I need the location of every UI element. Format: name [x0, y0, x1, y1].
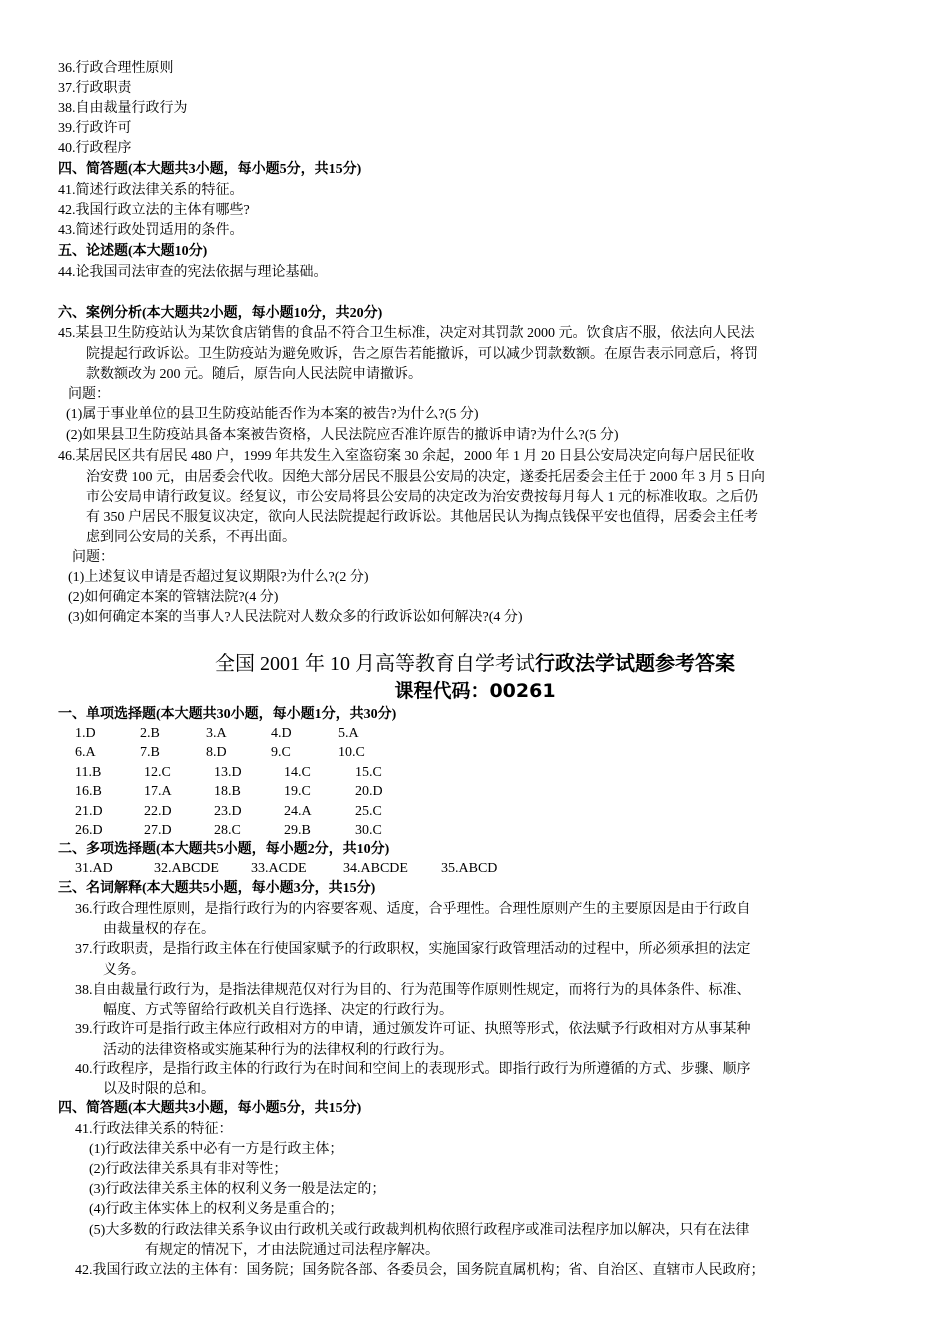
single-choice-answer: 28.C — [214, 823, 241, 838]
question-46-sub-3: (3)如何确定本案的当事人?人民法院对人数众多的行政诉讼如何解决?(4 分) — [68, 610, 523, 625]
single-choice-answer: 21.D — [75, 803, 103, 819]
multi-answer-31: 31.AD — [75, 861, 113, 876]
answer-41-item-1: (1)行政法律关系中必有一方是行政主体； — [89, 1142, 344, 1157]
single-choice-answer: 30.C — [355, 823, 382, 838]
answer-section-heading-2: 二、多项选择题(本大题共5小题，每小题2分，共10分) — [58, 842, 390, 857]
single-choice-answer: 17.A — [144, 784, 172, 800]
answer-40-line-1: 40.行政程序，是指行政主体的行政行为在时间和空间上的表现形式。即指行政行为所遵循的方式、步骤、顺序 — [75, 1062, 751, 1077]
question-41: 41.简述行政法律关系的特征。 — [58, 183, 244, 198]
answer-section-heading-4: 四、简答题(本大题共3小题，每小题5分，共15分) — [58, 1101, 362, 1116]
single-choice-answer: 11.B — [75, 764, 102, 780]
question-45-sub-2: (2)如果县卫生防疫站具备本案被告资格，人民法院应否准许原告的撤诉申请?为什么?(5 分) — [66, 428, 619, 443]
single-choice-answer: 16.B — [75, 784, 102, 800]
answer-37-line-1: 37.行政职责，是指行政主体在行使国家赋予的行政职权，实施国家行政管理活动的过程中，所必须承担的法定 — [75, 942, 751, 957]
answer-41-head: 41.行政法律关系的特征： — [75, 1122, 233, 1137]
section-heading-4: 四、简答题(本大题共3小题，每小题5分，共15分) — [58, 162, 362, 177]
single-choice-answer: 4.D — [271, 726, 292, 741]
answer-section-heading-1: 一、单项选择题(本大题共30小题，每小题1分，共30分) — [58, 707, 397, 722]
single-choice-answer: 27.D — [144, 823, 172, 838]
course-code: 课程代码：00261 — [394, 680, 556, 702]
section-heading-5: 五、论述题(本大题10分) — [58, 244, 208, 259]
single-choice-answer: 12.C — [144, 764, 171, 780]
answer-title-main: 行政法学试题参考答案 — [535, 651, 735, 675]
question-45-sub-1: (1)属于事业单位的县卫生防疫站能否作为本案的被告?为什么?(5 分) — [66, 407, 479, 422]
single-choice-row — [0, 822, 950, 840]
single-choice-answer: 14.C — [284, 764, 311, 780]
single-choice-answer: 13.D — [214, 764, 242, 780]
single-choice-answer: 19.C — [284, 784, 311, 800]
multi-answer-32: 32.ABCDE — [154, 861, 219, 876]
single-choice-answer: 6.A — [75, 745, 96, 761]
question-45-line-3: 款数额改为 200 元。随后，原告向人民法院申请撤诉。 — [86, 367, 422, 382]
single-choice-answer: 1.D — [75, 726, 96, 741]
question-46-line-1: 46.某居民区共有居民 480 户，1999 年共发生入室盗窃案 30 余起，2000 年 1 月 20 日县公安局决定向每户居民征收 — [58, 449, 755, 464]
question-46-sub-1: (1)上述复议申请是否超过复议期限?为什么?(2 分) — [68, 570, 369, 585]
question-45-wenti: 问题： — [68, 387, 110, 402]
single-choice-answer: 26.D — [75, 823, 103, 838]
question-45-line-1: 45.某县卫生防疫站认为某饮食店销售的食品不符合卫生标准，决定对其罚款 2000 元。饮食店不服，依法向人民法 — [58, 326, 755, 341]
single-choice-answer: 9.C — [271, 745, 291, 761]
answer-36-line-2: 由裁量权的存在。 — [103, 922, 215, 937]
single-choice-answer: 25.C — [355, 803, 382, 819]
multi-answer-33: 33.ACDE — [251, 861, 307, 876]
single-choice-answer: 3.A — [206, 726, 227, 741]
single-choice-answer: 5.A — [338, 726, 359, 741]
answer-title — [0, 651, 950, 676]
question-46-sub-2: (2)如何确定本案的管辖法院?(4 分) — [68, 590, 279, 605]
single-choice-row — [0, 725, 950, 743]
single-choice-row — [0, 783, 950, 801]
answer-41-item-5-line-1: (5)大多数的行政法律关系争议由行政机关或行政裁判机构依照行政程序或准司法程序加以解决，只有在法律 — [89, 1223, 750, 1238]
term-40: 40.行政程序 — [58, 141, 132, 156]
single-choice-answer: 15.C — [355, 764, 382, 780]
answer-38-line-2: 幅度、方式等留给行政机关自行选择、决定的行政行为。 — [103, 1003, 453, 1018]
single-choice-answer: 2.B — [140, 726, 160, 741]
answer-38-line-1: 38.自由裁量行政行为，是指法律规范仅对行为目的、行为范围等作原则性规定，而将行为的具体条件、标准、 — [75, 983, 751, 998]
term-38: 38.自由裁量行政行为 — [58, 101, 188, 116]
question-43: 43.简述行政处罚适用的条件。 — [58, 223, 244, 238]
answer-40-line-2: 以及时限的总和。 — [103, 1082, 215, 1097]
single-choice-row — [0, 744, 950, 762]
multi-choice-answer-row — [0, 860, 950, 878]
question-46-line-3: 市公安局申请行政复议。经复议，市公安局将县公安局的决定改为治安费按每月每人 1 元的标准收取。之后仍 — [86, 490, 758, 505]
term-36: 36.行政合理性原则 — [58, 61, 174, 76]
answer-41-item-3: (3)行政法律关系主体的权利义务一般是法定的； — [89, 1182, 386, 1197]
answer-41-item-2: (2)行政法律关系具有非对等性； — [89, 1162, 288, 1177]
answer-41-item-5-line-2: 有规定的情况下，才由法院通过司法程序解决。 — [145, 1243, 439, 1258]
single-choice-answer: 24.A — [284, 803, 312, 819]
question-42: 42.我国行政立法的主体有哪些? — [58, 203, 250, 218]
multi-answer-35: 35.ABCD — [441, 861, 498, 876]
single-choice-answer: 18.B — [214, 784, 241, 800]
answer-section-heading-3: 三、名词解释(本大题共5小题，每小题3分，共15分) — [58, 881, 376, 896]
single-choice-answer: 22.D — [144, 803, 172, 819]
single-choice-answer: 29.B — [284, 823, 311, 838]
term-39: 39.行政许可 — [58, 121, 132, 136]
single-choice-answer: 23.D — [214, 803, 242, 819]
single-choice-answer: 20.D — [355, 784, 383, 800]
single-choice-answer: 7.B — [140, 745, 160, 761]
single-choice-row — [0, 764, 950, 782]
answer-39-line-2: 活动的法律资格或实施某种行为的法律权利的行政行为。 — [103, 1043, 453, 1058]
question-46-line-2: 治安费 100 元，由居委会代收。因绝大部分居民不服县公安局的决定，遂委托居委会主任于 2000 年 3 月 5 日向 — [86, 470, 765, 485]
answer-39-line-1: 39.行政许可是指行政主体应行政相对方的申请，通过颁发许可证、执照等形式，依法赋予行政相对方从事某种 — [75, 1022, 751, 1037]
answer-41-item-4: (4)行政主体实体上的权利义务是重合的； — [89, 1202, 344, 1217]
answer-36-line-1: 36.行政合理性原则，是指行政行为的内容要客观、适度，合乎理性。合理性原则产生的主要原因是由于行政自 — [75, 902, 751, 917]
section-heading-6: 六、案例分析(本大题共2小题，每小题10分，共20分) — [58, 306, 383, 321]
answer-title-prefix: 全国 2001 年 10 月高等教育自学考试 — [215, 653, 535, 675]
question-46-wenti: 问题： — [72, 550, 114, 565]
question-46-line-4: 有 350 户居民不服复议决定，欲向人民法院提起行政诉讼。其他居民认为掏点钱保平安也值得，居委会主任考 — [86, 510, 758, 525]
multi-answer-34: 34.ABCDE — [343, 861, 408, 876]
question-45-line-2: 院提起行政诉讼。卫生防疫站为避免败诉，告之原告若能撤诉，可以减少罚款数额。在原告表示同意后，将罚 — [86, 347, 758, 362]
answer-37-line-2: 义务。 — [103, 963, 145, 978]
single-choice-answer: 8.D — [206, 745, 227, 761]
answer-42: 42.我国行政立法的主体有：国务院；国务院各部、各委员会，国务院直属机构；省、自治区、直辖市人民政府； — [75, 1263, 765, 1278]
question-46-line-5: 虑到同公安局的关系，不再出面。 — [86, 530, 296, 545]
question-44: 44.论我国司法审查的宪法依据与理论基础。 — [58, 265, 328, 280]
single-choice-row — [0, 803, 950, 821]
term-37: 37.行政职责 — [58, 81, 132, 96]
single-choice-answer: 10.C — [338, 745, 365, 761]
